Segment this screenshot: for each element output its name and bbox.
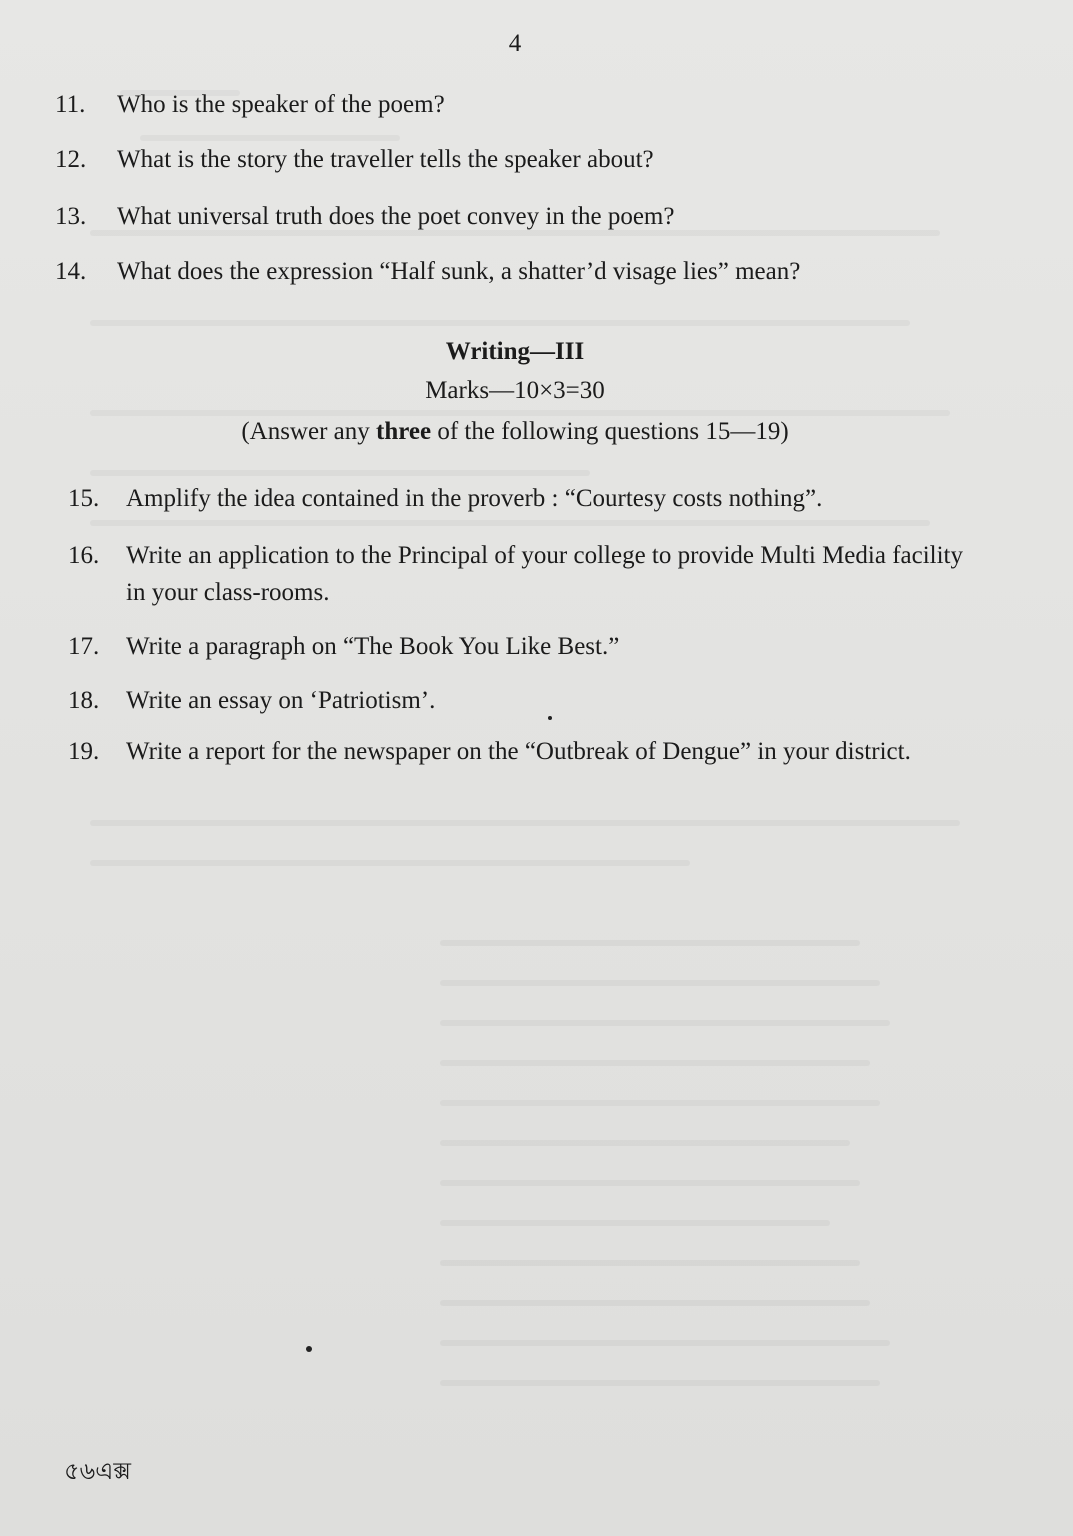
ink-dot [306, 1346, 312, 1352]
question-15 [68, 480, 963, 517]
question-number: 12. [55, 146, 87, 173]
question-text: What does the expression “Half sunk, a shatter’d visage lies” mean? [117, 258, 801, 285]
question-number: 16. [68, 542, 100, 569]
question-14 [55, 253, 977, 290]
question-11 [55, 86, 977, 123]
question-text: Write a paragraph on “The Book You Like Best.” [126, 633, 620, 660]
question-16 [68, 537, 963, 611]
question-13 [55, 198, 977, 235]
section-instruction [0, 418, 1030, 446]
instruction-suffix: of the following questions 15—19) [431, 418, 789, 445]
question-text: Amplify the idea contained in the proverb : “Courtesy costs nothing”. [126, 485, 823, 512]
question-text: Write a report for the newspaper on the “Outbreak of Dengue” in your district. [126, 738, 911, 765]
section-marks: Marks—10×3=30 [425, 377, 605, 404]
question-12 [55, 141, 977, 178]
question-number: 19. [68, 738, 100, 765]
instruction-bold: three [376, 418, 432, 445]
question-number: 18. [68, 687, 100, 714]
question-number: 11. [55, 91, 86, 118]
question-18 [68, 682, 963, 719]
section-title: Writing—III [445, 338, 585, 365]
question-text: What is the story the traveller tells the speaker about? [117, 146, 654, 173]
ink-dot [548, 716, 552, 720]
footer-code: ৫৬এক্স [64, 1457, 132, 1485]
question-text: Who is the speaker of the poem? [117, 91, 445, 118]
question-17 [68, 628, 963, 665]
question-number: 15. [68, 485, 100, 512]
instruction-prefix: (Answer any [241, 418, 376, 445]
question-number: 17. [68, 633, 100, 660]
question-19 [68, 733, 963, 770]
page-number: 4 [508, 30, 522, 57]
question-text: What universal truth does the poet convey in the poem? [117, 203, 675, 230]
question-text: Write an essay on ‘Patriotism’. [126, 687, 436, 714]
question-number: 14. [55, 258, 87, 285]
question-number: 13. [55, 203, 87, 230]
question-text: Write an application to the Principal of your college to provide Multi Media facility in your class-rooms. [126, 542, 963, 606]
